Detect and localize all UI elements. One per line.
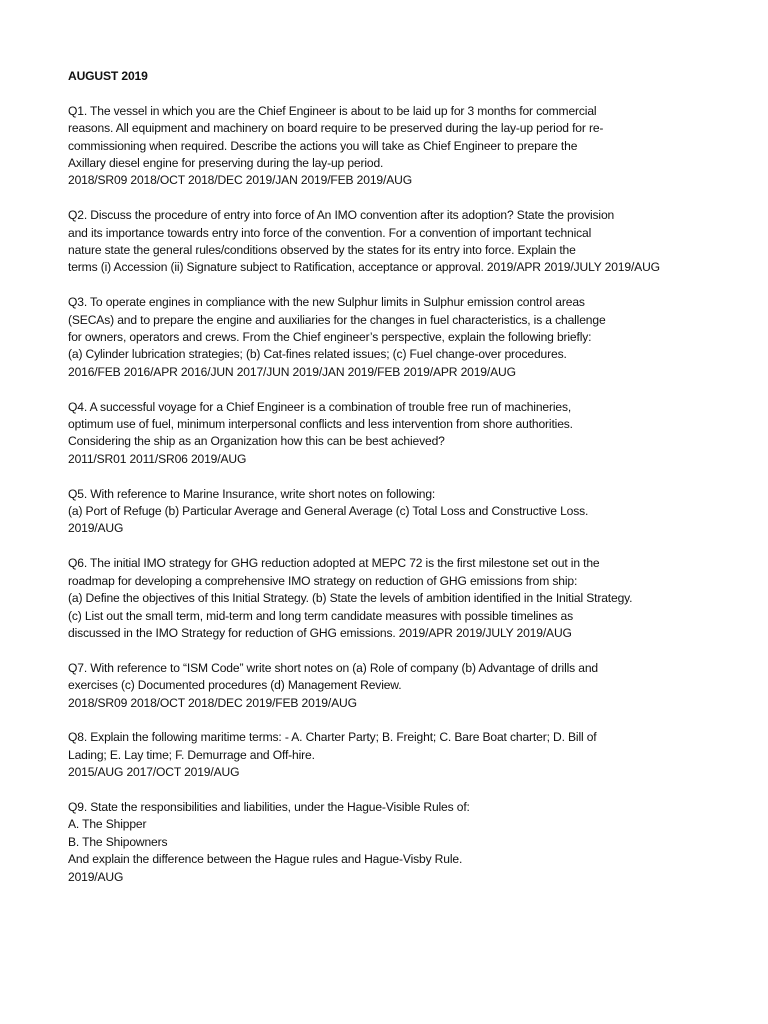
question-text-line: commissioning when required. Describe the actions you will take as Chief Engineer to prepare the	[68, 138, 578, 153]
question-text-line: 2016/FEB 2016/APR 2016/JUN 2017/JUN 2019/JAN 2019/FEB 2019/APR 2019/AUG	[68, 364, 516, 379]
document-heading: AUGUST 2019	[68, 69, 148, 83]
question-text-line: discussed in the IMO Strategy for reduction of GHG emissions. 2019/APR 2019/JULY 2019/AUG	[68, 625, 572, 640]
question-text-line: 2019/AUG	[68, 869, 124, 884]
question-text-line: nature state the general rules/conditions observed by the states for its entry into force. Explain the	[68, 243, 576, 258]
question-block	[68, 729, 758, 781]
question-text-line: Q2. Discuss the procedure of entry into force of An IMO convention after its adoption? State the provision	[68, 208, 615, 223]
question-text-line: optimum use of fuel, minimum interpersonal conflicts and less intervention from shore authorities.	[68, 417, 573, 432]
question-text-line: (SECAs) and to prepare the engine and auxiliaries for the changes in fuel characteristics, is a challenge	[68, 312, 606, 327]
question-block	[68, 486, 758, 538]
question-text-line: Q9. State the responsibilities and liabilities, under the Hague-Visible Rules of:	[68, 799, 470, 814]
question-block	[68, 207, 758, 277]
question-text-line: Q5. With reference to Marine Insurance, write short notes on following:	[68, 486, 436, 501]
question-block	[68, 555, 758, 642]
question-text-line: B. The Shipowners	[68, 834, 168, 849]
question-text-line: Axillary diesel engine for preserving during the lay-up period.	[68, 156, 384, 171]
question-text-line: reasons. All equipment and machinery on board require to be preserved during the lay-up period for re-	[68, 121, 604, 136]
question-text-line: terms (i) Accession (ii) Signature subject to Ratification, acceptance or approval. 2019/APR 2019/JULY 2019/AUG	[68, 260, 660, 275]
question-text-line: 2018/SR09 2018/OCT 2018/DEC 2019/FEB 2019/AUG	[68, 695, 357, 710]
question-block	[68, 294, 758, 381]
question-text-line: and its importance towards entry into force of the convention. For a convention of important technical	[68, 225, 592, 240]
question-text-line: 2019/AUG	[68, 521, 124, 536]
question-text-line: 2015/AUG 2017/OCT 2019/AUG	[68, 765, 240, 780]
question-text-line: Q1. The vessel in which you are the Chief Engineer is about to be laid up for 3 months for commercial	[68, 103, 597, 118]
question-text-line: 2018/SR09 2018/OCT 2018/DEC 2019/JAN 2019/FEB 2019/AUG	[68, 173, 412, 188]
question-text-line: Q8. Explain the following maritime terms: - A. Charter Party; B. Freight; C. Bare Boat charter; D. Bill of	[68, 730, 597, 745]
question-text-line: exercises (c) Documented procedures (d) Management Review.	[68, 678, 402, 693]
question-text-line: roadmap for developing a comprehensive IMO strategy on reduction of GHG emissions from ship:	[68, 573, 578, 588]
question-text-line: (a) Define the objectives of this Initial Strategy. (b) State the levels of ambition identified in the Initial Strategy.	[68, 591, 633, 606]
question-text-line: Q7. With reference to “ISM Code” write short notes on (a) Role of company (b) Advantage of drills and	[68, 660, 598, 675]
question-text-line: And explain the difference between the Hague rules and Hague-Visby Rule.	[68, 852, 463, 867]
question-text-line: (a) Port of Refuge (b) Particular Average and General Average (c) Total Loss and Constructive Loss.	[68, 504, 589, 519]
question-text-line: for owners, operators and crews. From the Chief engineer’s perspective, explain the following briefly:	[68, 330, 592, 345]
question-block	[68, 799, 758, 886]
question-text-line: A. The Shipper	[68, 817, 147, 832]
question-text-line: Q3. To operate engines in compliance with the new Sulphur limits in Sulphur emission control areas	[68, 295, 585, 310]
question-text-line: Considering the ship as an Organization how this can be best achieved?	[68, 434, 445, 449]
question-text-line: (a) Cylinder lubrication strategies; (b) Cat-fines related issues; (c) Fuel change-over procedures.	[68, 347, 567, 362]
question-text-line: (c) List out the small term, mid-term and long term candidate measures with possible timelines as	[68, 608, 574, 623]
question-text-line: 2011/SR01 2011/SR06 2019/AUG	[68, 451, 247, 466]
question-text-line: Lading; E. Lay time; F. Demurrage and Off-hire.	[68, 747, 315, 762]
document-page	[68, 68, 758, 903]
question-block	[68, 103, 758, 190]
question-text-line: Q4. A successful voyage for a Chief Engineer is a combination of trouble free run of machineries,	[68, 399, 572, 414]
question-block	[68, 660, 758, 712]
question-list	[68, 103, 758, 886]
question-block	[68, 399, 758, 469]
question-text-line: Q6. The initial IMO strategy for GHG reduction adopted at MEPC 72 is the first milestone set out in the	[68, 556, 600, 571]
